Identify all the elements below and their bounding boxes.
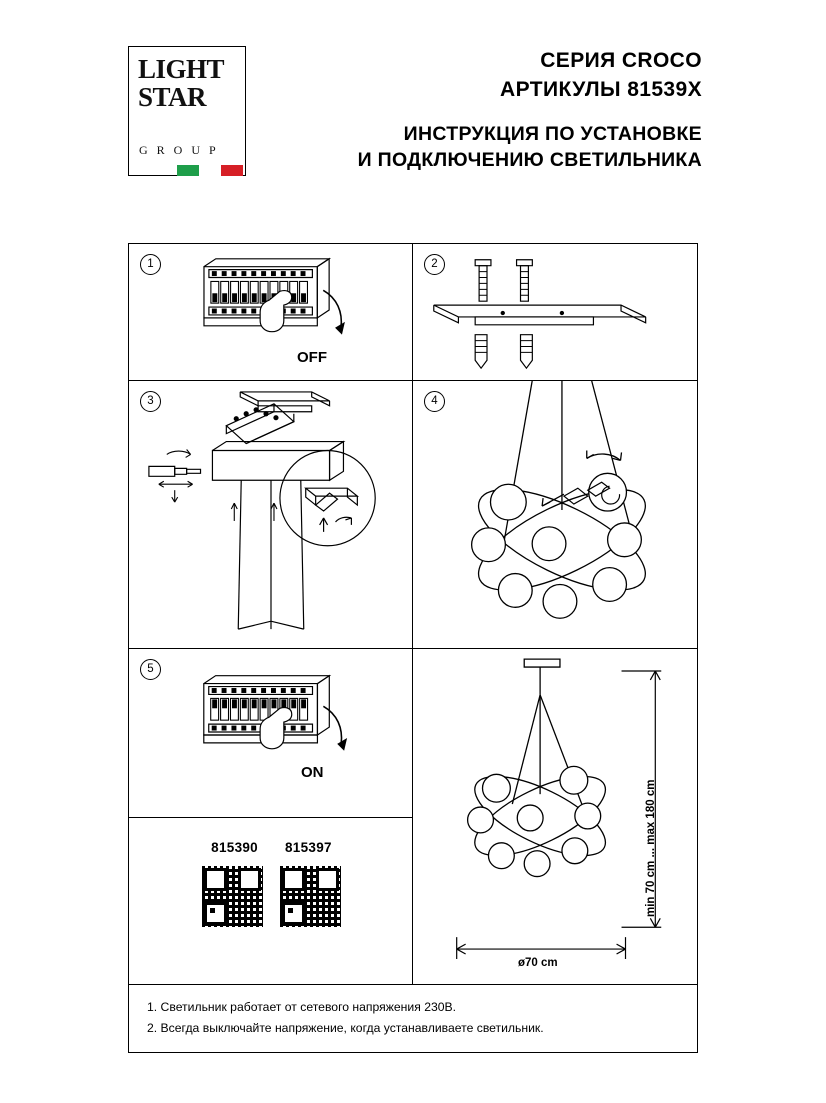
qr-code-815390[interactable] <box>202 866 263 927</box>
italian-flag-icon <box>177 165 243 176</box>
article-number-1: 815397 <box>285 840 332 855</box>
step-5-on-label: ON <box>301 764 324 781</box>
height-dimension-label: min 70 cm ... max 180 cm <box>645 779 657 917</box>
article-number-row <box>129 840 414 855</box>
notes-block <box>147 997 544 1039</box>
step-2-badge: 2 <box>424 254 445 275</box>
document-header <box>128 46 702 192</box>
qr-code-row <box>129 866 414 927</box>
step-1-off-label: OFF <box>297 349 327 366</box>
note-line-1: 1. Светильник работает от сетевого напряжения 230В. <box>147 1000 457 1014</box>
step-3-badge: 3 <box>140 391 161 412</box>
step-1-illustration <box>129 244 412 380</box>
article-title: АРТИКУЛЫ 81539X <box>500 78 702 101</box>
article-codes-cell <box>128 817 413 985</box>
document-subtitle <box>268 121 702 173</box>
header-text-block <box>268 46 702 173</box>
step-1-badge: 1 <box>140 254 161 275</box>
step-5-illustration <box>129 649 412 817</box>
steps-grid <box>128 243 698 1053</box>
notes-cell <box>128 984 698 1053</box>
logo-group-text: G R O U P <box>139 143 219 157</box>
article-number-0: 815390 <box>211 840 258 855</box>
subtitle-line-2: И ПОДКЛЮЧЕНИЮ СВЕТИЛЬНИКА <box>357 149 702 171</box>
logo-line-2: STAR <box>138 82 207 112</box>
note-line-2: 2. Всегда выключайте напряжение, когда устанавливаете светильник. <box>147 1021 544 1035</box>
series-title: СЕРИЯ CROCO <box>540 49 702 72</box>
step-2-cell <box>412 243 698 381</box>
step-4-cell <box>412 380 698 649</box>
brand-logo <box>128 46 246 176</box>
step-1-cell <box>128 243 413 381</box>
logo-line-1: LIGHT <box>138 54 225 84</box>
diameter-dimension-label: ø70 cm <box>518 957 558 969</box>
step-4-badge: 4 <box>424 391 445 412</box>
step-3-illustration <box>129 381 412 648</box>
step-5-badge: 5 <box>140 659 161 680</box>
step-3-cell <box>128 380 413 649</box>
dimensions-cell <box>412 648 698 985</box>
qr-code-815397[interactable] <box>280 866 341 927</box>
step-5-cell <box>128 648 413 818</box>
subtitle-line-1: ИНСТРУКЦИЯ ПО УСТАНОВКЕ <box>403 123 702 145</box>
logo-wordmark <box>138 55 224 111</box>
step-2-illustration <box>413 244 697 380</box>
step-4-illustration <box>413 381 697 648</box>
